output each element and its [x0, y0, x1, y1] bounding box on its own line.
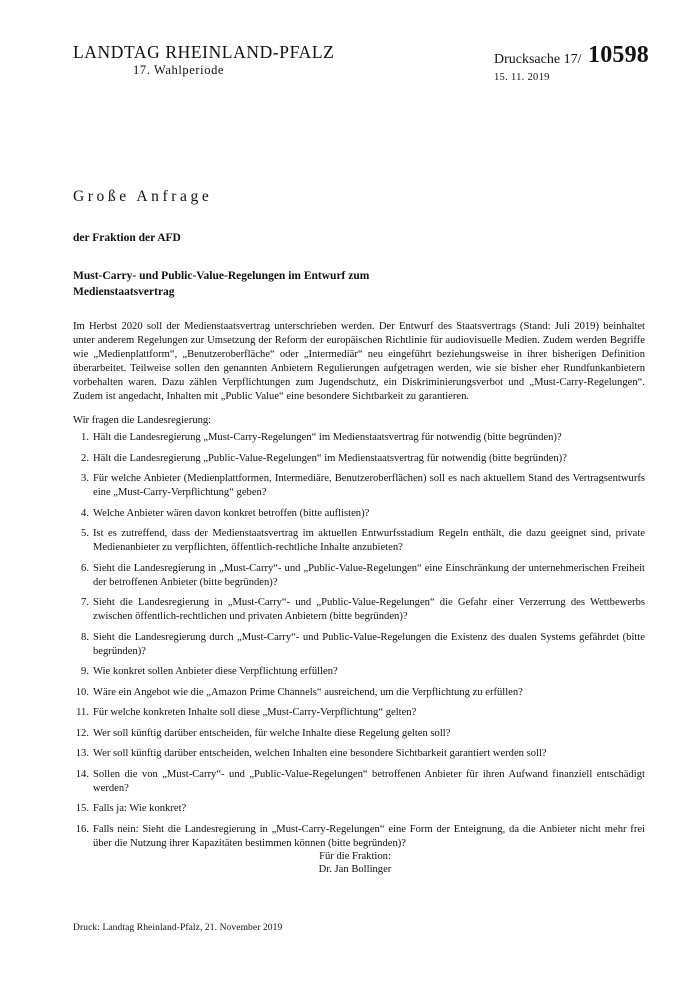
question-number: 1. [81, 432, 89, 443]
print-note: Druck: Landtag Rheinland-Pfalz, 21. November 2019 [73, 923, 283, 933]
question-item [73, 747, 645, 761]
question-text: Wie konkret sollen Anbieter diese Verpflichtung erfüllen? [93, 666, 338, 677]
question-text: Welche Anbieter wären davon konkret betroffen (bitte auflisten)? [93, 507, 370, 519]
signature-name: Dr. Jan Bollinger [318, 864, 392, 875]
question-item [73, 727, 645, 741]
question-item [73, 823, 645, 851]
question-item [73, 527, 645, 555]
drucksache-label: Drucksache 17/ [494, 52, 582, 67]
question-text: Sieht die Landesregierung in „Must-Carry“- und „Public-Value-Regelungen“ die Gefahr einer Verzerrung des Wettbewerbs zwischen öffentlich-rechtlichen und privaten Anbietern (bitte begründen)? [93, 597, 645, 622]
question-number: 3. [81, 473, 89, 484]
question-number: 8. [81, 631, 89, 643]
question-number: 9. [81, 666, 89, 677]
question-text: Sollen die von „Must-Carry“- und „Public-Value-Regelungen“ betroffenen Anbieter für ihren Aufwand finanziell entschädigt werden? [93, 768, 645, 794]
question-number: 12. [75, 727, 89, 739]
intro-paragraph: Im Herbst 2020 soll der Medienstaatsvertrag unterschrieben werden. Der Entwurf des Staatsvertrags (Stand: Juli 2019) beinhaltet unter anderem Regelungen zur Umsetzung der Reform der europäischen Richtlinie für audiovisuelle Medien. Zudem werden Begriffe wie „Medienplattform“, „Benutzeroberfläche“ oder „Intermediär“ neu eingeführt beziehungsweise in ihrer bisherigen Definition überarbeitet. Teilweise sollen den genannten Anbietern Regulierungen aufgetragen werden, wie sie bisher eher Rundfunkanbietern vorbehalten waren. Dazu zählen Verpflichtungen zum Jugendschutz, ein Diskriminierungsverbot und „Must-Carry-Regelungen“. Zudem ist angedacht, Inhalten mit „Public Value“ eine besondere Sichtbarkeit zu garantieren. [73, 321, 645, 402]
question-number: 7. [81, 597, 89, 608]
question-item [73, 686, 645, 700]
question-text: Ist es zutreffend, dass der Medienstaatsvertrag im aktuellen Entwurfsstadium Regeln enthält, die dazu geeignet sind, private Medienanbieter zu verpflichten, öffentlich-rechtliche Inhalte anzubieten? [93, 528, 645, 553]
question-text: Falls ja: Wie konkret? [93, 803, 187, 814]
question-number: 10. [75, 686, 89, 698]
question-item [73, 507, 645, 521]
question-text: Für welche konkreten Inhalte soll diese „Must-Carry-Verpflichtung“ gelten? [93, 707, 417, 718]
question-item [73, 802, 645, 816]
question-lead: Wir fragen die Landesregierung: [73, 415, 212, 426]
question-text: Falls nein: Sieht die Landesregierung in „Must-Carry-Regelungen“ eine Form der Enteignung, da die Anbieter nicht mehr frei über die Nutzung ihrer Kapazitäten bestimmen können (bitte begründen)? [93, 823, 645, 849]
question-item [73, 631, 645, 659]
question-item [73, 431, 645, 445]
question-item [73, 452, 645, 466]
document-date: 15. 11. 2019 [494, 72, 550, 83]
question-item [73, 596, 645, 624]
question-number: 4. [81, 507, 89, 519]
question-text: Sieht die Landesregierung durch „Must-Carry“- und Public-Value-Regelungen die Existenz des dualen Systems gefährdet (bitte begründen)? [93, 631, 645, 657]
question-item [73, 562, 645, 590]
question-number: 2. [81, 452, 89, 464]
question-text: Wer soll künftig darüber entscheiden, für welche Inhalte diese Regelung gelten soll? [93, 727, 451, 739]
question-number: 11. [76, 707, 89, 718]
question-number: 6. [81, 562, 89, 574]
question-text: Wer soll künftig darüber entscheiden, welchen Inhalten eine besondere Sichtbarkeit garantiert werden soll? [93, 748, 547, 759]
question-number: 5. [81, 528, 89, 539]
question-number: 15. [75, 803, 89, 814]
question-list [73, 431, 645, 857]
document-type-heading: Große Anfrage [73, 188, 213, 205]
question-number: 14. [75, 768, 89, 780]
question-text: Hält die Landesregierung „Must-Carry-Regelungen“ im Medienstaatsvertrag für notwendig (bitte begründen)? [93, 432, 562, 443]
question-text: Hält die Landesregierung „Public-Value-Regelungen“ im Medienstaatsvertrag für notwendig (bitte begründen)? [93, 452, 567, 464]
legislative-period: 17. Wahlperiode [133, 63, 225, 77]
faction-line: der Fraktion der AFD [73, 232, 181, 244]
question-text: Für welche Anbieter (Medienplattformen, Intermediäre, Benutzeroberflächen) soll es nach aktuellem Stand des Vertragsentwurfs eine „Must-Carry-Verpflichtung“ geben? [93, 473, 645, 498]
question-text: Sieht die Landesregierung in „Must-Carry“- und „Public-Value-Regelungen“ eine Einschränkung der unternehmerischen Freiheit der betroffenen Anbieter (bitte begründen)? [93, 562, 645, 588]
question-item [73, 768, 645, 796]
subject-heading: Must-Carry- und Public-Value-Regelungen im Entwurf zum Medienstaatsvertrag [73, 270, 370, 298]
question-item [73, 472, 645, 500]
signature-block [300, 850, 410, 876]
question-item [73, 706, 645, 720]
question-number: 13. [75, 748, 89, 759]
question-text: Wäre ein Angebot wie die „Amazon Prime Channels“ ausreichend, um die Verpflichtung zu erfüllen? [93, 686, 523, 698]
signature-line-faction: Für die Fraktion: [319, 851, 391, 862]
question-item [73, 665, 645, 679]
drucksache-number: 10598 [588, 42, 649, 68]
parliament-name: LANDTAG RHEINLAND-PFALZ [73, 42, 335, 62]
question-number: 16. [75, 823, 89, 835]
